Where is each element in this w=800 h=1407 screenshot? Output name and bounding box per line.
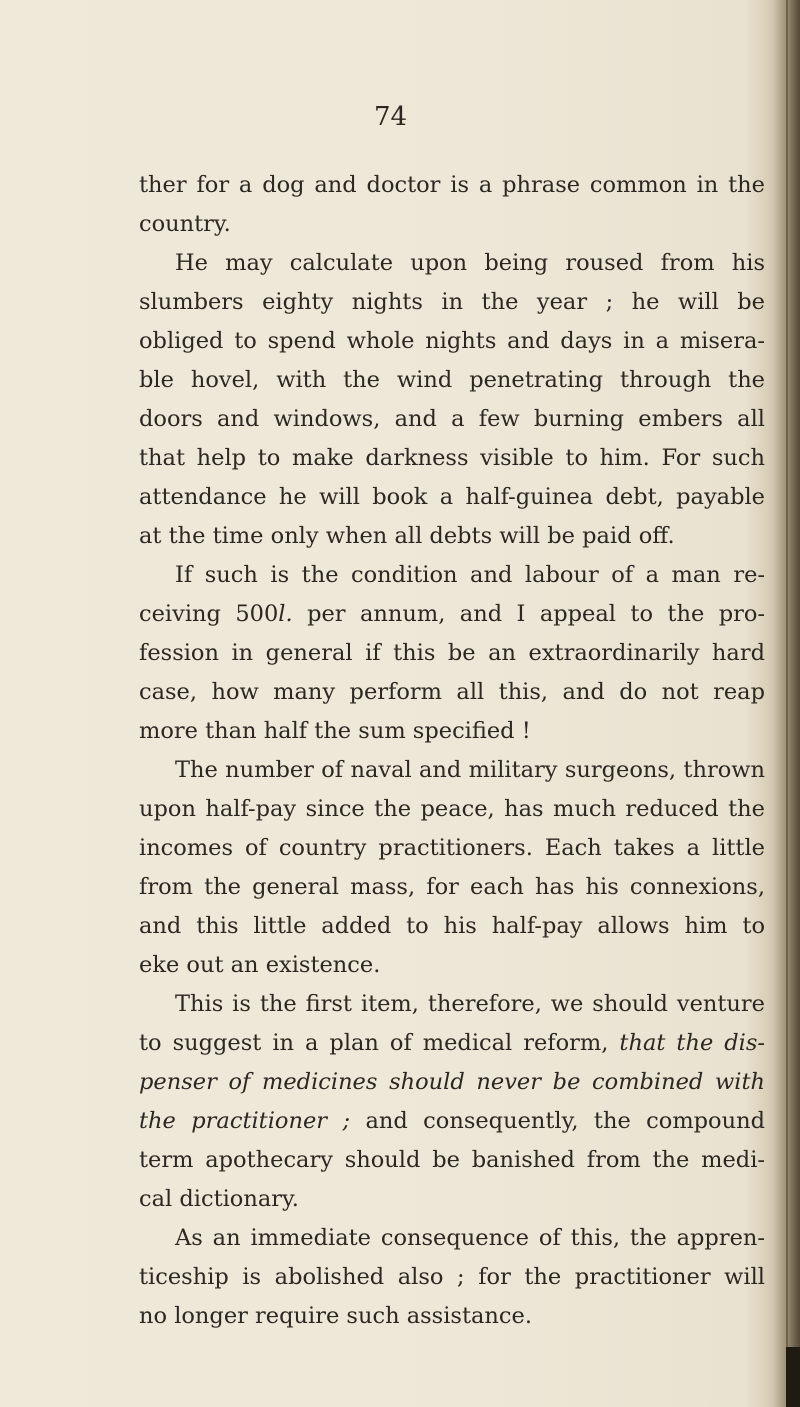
text-line xyxy=(139,166,765,205)
text-segment: cal dictionary. xyxy=(139,1186,299,1212)
text-segment: at the time only when all debts will be paid off. xyxy=(139,523,675,549)
text-line xyxy=(139,907,765,946)
page-corner-shadow xyxy=(786,1347,800,1407)
text-segment: and this little added to his half-pay allows him to xyxy=(139,913,765,939)
text-line xyxy=(139,1024,765,1063)
text-segment: that help to make darkness visible to him. For such xyxy=(139,445,765,471)
text-line xyxy=(139,790,765,829)
text-line xyxy=(139,595,765,634)
text-line xyxy=(139,712,765,751)
text-line xyxy=(139,439,765,478)
text-segment: attendance he will book a half-guinea debt, payable xyxy=(139,484,765,510)
italic-segment: l. xyxy=(278,601,293,627)
body-text xyxy=(139,166,765,1336)
text-line xyxy=(139,517,765,556)
text-segment: and consequently, the compound xyxy=(350,1108,765,1134)
text-segment: obliged to spend whole nights and days in a misera- xyxy=(139,328,765,354)
italic-segment: the practitioner ; xyxy=(139,1108,351,1134)
text-line xyxy=(139,946,765,985)
text-line xyxy=(139,985,765,1024)
text-segment: term apothecary should be banished from the medi- xyxy=(139,1147,765,1173)
text-line xyxy=(139,1141,765,1180)
text-segment: ther for a dog and doctor is a phrase common in the xyxy=(139,172,765,198)
text-line xyxy=(139,556,765,595)
text-segment: As an immediate consequence of this, the appren- xyxy=(175,1225,765,1251)
text-segment: slumbers eighty nights in the year ; he will be xyxy=(139,289,765,315)
text-line xyxy=(139,1102,765,1141)
text-segment: from the general mass, for each has his connexions, xyxy=(139,874,765,900)
text-line xyxy=(139,634,765,673)
text-segment: doors and windows, and a few burning embers all xyxy=(139,406,765,432)
text-line xyxy=(139,1297,765,1336)
text-segment: ticeship is abolished also ; for the practitioner will xyxy=(139,1264,765,1290)
text-segment: This is the first item, therefore, we should venture xyxy=(175,991,765,1017)
text-line xyxy=(139,829,765,868)
text-segment: If such is the condition and labour of a man re- xyxy=(175,562,765,588)
text-segment: country. xyxy=(139,211,231,237)
text-segment: He may calculate upon being roused from his xyxy=(175,250,765,276)
text-segment: to suggest in a plan of medical reform, xyxy=(139,1030,620,1056)
text-segment: The number of naval and military surgeons, thrown xyxy=(175,757,765,783)
italic-segment: that the dis- xyxy=(619,1030,765,1056)
text-segment: eke out an existence. xyxy=(139,952,381,978)
text-segment: ceiving 500 xyxy=(139,601,279,627)
text-line xyxy=(139,868,765,907)
text-line xyxy=(139,1258,765,1297)
text-line xyxy=(139,1219,765,1258)
text-line xyxy=(139,478,765,517)
text-segment: upon half-pay since the peace, has much reduced the xyxy=(139,796,765,822)
text-segment: fession in general if this be an extraordinarily hard xyxy=(139,640,765,666)
text-line xyxy=(139,673,765,712)
text-line xyxy=(139,322,765,361)
text-line xyxy=(139,751,765,790)
text-line xyxy=(139,1180,765,1219)
text-segment: more than half the sum specified ! xyxy=(139,718,531,744)
text-line xyxy=(139,283,765,322)
page-edge-line xyxy=(786,0,788,1407)
text-line xyxy=(139,205,765,244)
text-line xyxy=(139,244,765,283)
text-line xyxy=(139,361,765,400)
text-line xyxy=(139,1063,765,1102)
page-number: 74 xyxy=(374,102,408,132)
text-segment: ble hovel, with the wind penetrating through the xyxy=(139,367,765,393)
italic-segment: penser of medicines should never be combined with xyxy=(139,1069,765,1095)
text-segment: per annum, and I appeal to the pro- xyxy=(292,601,765,627)
text-line xyxy=(139,400,765,439)
text-segment: incomes of country practitioners. Each takes a little xyxy=(139,835,765,861)
text-segment: case, how many perform all this, and do not reap xyxy=(139,679,765,705)
text-segment: no longer require such assistance. xyxy=(139,1303,532,1329)
